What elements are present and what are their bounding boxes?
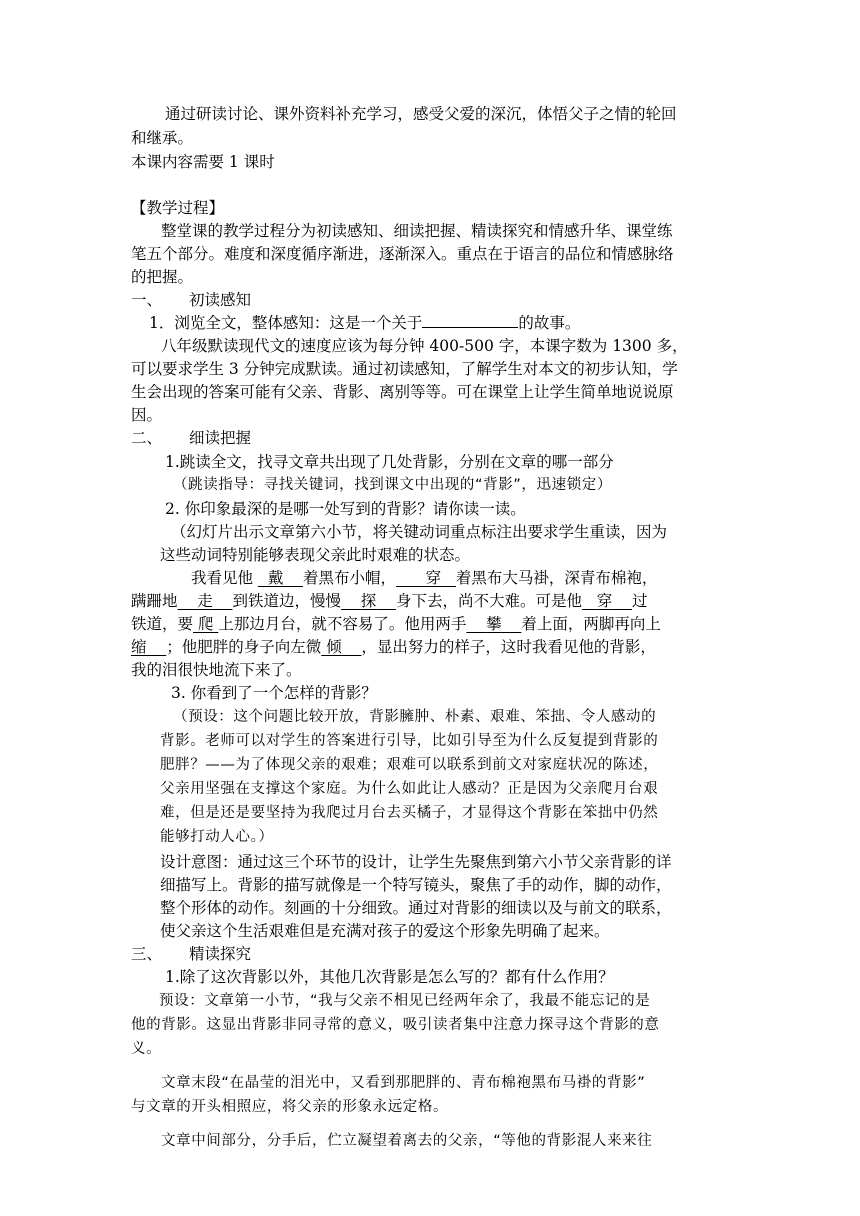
paragraph-line: 因。 bbox=[131, 406, 163, 424]
question-text: 1．浏览全文，整体感知：这是一个关于 bbox=[149, 314, 423, 332]
keyword-verb bbox=[321, 638, 361, 656]
paragraph-line: 笔五个部分。难度和深度循序渐进，逐渐深入。重点在于语言的品位和情感脉络 bbox=[131, 245, 674, 263]
excerpt-text: ，显出努力的样子，这时我看见他的背影， bbox=[361, 638, 656, 656]
fill-blank[interactable] bbox=[422, 313, 518, 328]
keyword-verb bbox=[178, 592, 233, 610]
section-number: 一、 bbox=[131, 291, 163, 309]
excerpt-line bbox=[131, 590, 647, 612]
question-line: 2. 你印象最深的是哪一处写到的背影？请你读一读。 bbox=[165, 500, 526, 518]
preset-line: 预设：文章第一小节，“我与父亲不相见已经两年余了，我最不能忘记的是 bbox=[159, 993, 651, 1009]
keyword-verb bbox=[396, 569, 456, 587]
keyword-text: 爬 bbox=[197, 615, 214, 633]
design-intent-line: 细描写上。背影的描写就像是一个特写镜头，聚焦了手的动作，脚的动作， bbox=[160, 876, 672, 894]
excerpt-text: 到铁道边，慢慢 bbox=[232, 592, 341, 610]
keyword-verb bbox=[193, 615, 218, 633]
preset-line: 父亲用坚强在支撑这个家庭。为什么如此让人感动？正是因为父亲爬月台艰 bbox=[160, 781, 659, 797]
keyword-text: 穿 bbox=[425, 569, 442, 587]
paragraph-line: 文章中间部分，分手后，伫立凝望着离去的父亲，“等他的背影混人来来往 bbox=[161, 1133, 653, 1149]
paragraph-line: 与文章的开头相照应，将父亲的形象永远定格。 bbox=[131, 1099, 449, 1115]
intro-line: 通过研读讨论、课外资料补充学习，感受父爱的深沉，体悟父子之情的轮回 bbox=[165, 105, 677, 123]
guide-line: （跳读指导：寻找关键词，找到课文中出现的“背影”，迅速锁定） bbox=[173, 477, 613, 493]
excerpt-text: 过 bbox=[631, 592, 648, 610]
keyword-text: 走 bbox=[197, 592, 213, 610]
excerpt-text: 铁道，要 bbox=[131, 615, 194, 633]
paragraph-line: （幻灯片出示文章第六小节，将关键动词重点标注出要求学生重读，因为 bbox=[171, 523, 668, 541]
excerpt-text: 我看见他 bbox=[191, 569, 254, 587]
question-line: 1.跳读全文，找寻文章共出现了几处背影，分别在文章的哪一部分 bbox=[165, 453, 614, 471]
design-intent-line: 设计意图：通过这三个环节的设计，让学生先聚焦到第六小节父亲背影的详 bbox=[160, 853, 672, 871]
question-line: 1.除了这次背影以外，其他几次背影是怎么写的？都有什么作用？ bbox=[165, 968, 614, 986]
excerpt-line bbox=[131, 613, 661, 635]
intro-line: 和继承。 bbox=[131, 129, 194, 147]
preset-line: 肥胖？——为了体现父亲的艰难；艰难可以联系到前文对家庭状况的陈述， bbox=[160, 757, 659, 773]
lesson-time: 本课内容需要 1 课时 bbox=[131, 153, 275, 171]
section-title: 细读把握 bbox=[189, 429, 252, 447]
preset-line: 能够打动人心。） bbox=[160, 829, 274, 845]
question-line bbox=[149, 312, 580, 334]
section-title: 精读探究 bbox=[189, 945, 252, 963]
preset-line: （预设：这个问题比较开放，背影臃肿、朴素、艰难、笨拙、令人感动的 bbox=[173, 709, 657, 725]
paragraph-line: 整堂课的教学过程分为初读感知、细读把握、精读探究和情感升华、课堂练 bbox=[161, 222, 673, 240]
section-heading: 【教学过程】 bbox=[131, 199, 225, 217]
keyword-verb bbox=[341, 592, 396, 610]
question-line: 3. 你看到了一个怎样的背影？ bbox=[171, 684, 377, 702]
excerpt-text: 身下去，尚不大难。可是他 bbox=[395, 592, 582, 610]
excerpt-text: ；他肥胖的身子向左微 bbox=[166, 638, 322, 656]
keyword-text: 穿 bbox=[596, 592, 613, 610]
paragraph-line: 这些动词特别能够表现父亲此时艰难的状态。 bbox=[160, 546, 471, 564]
keyword-text: 倾 bbox=[326, 638, 342, 656]
paragraph-line: 八年级默读现代文的速度应该为每分钟 400-500 字，本课字数为 1300 多， bbox=[161, 337, 688, 355]
excerpt-text: 蹒跚地 bbox=[131, 592, 178, 610]
excerpt-line bbox=[191, 567, 657, 589]
paragraph-line: 文章末段“在晶莹的泪光中，又看到那肥胖的、青布棉袍黑布马褂的背影” bbox=[161, 1075, 646, 1091]
keyword-verb bbox=[131, 638, 166, 656]
keyword-text: 攀 bbox=[486, 615, 502, 633]
paragraph-line: 可以要求学生 3 分钟完成默读。通过初读感知，了解学生对本文的初步认知，学 bbox=[131, 360, 678, 378]
keyword-text: 戴 bbox=[267, 569, 284, 587]
keyword-text: 探 bbox=[360, 592, 377, 610]
design-intent-line: 整个形体的动作。刻画的十分细致。通过对背影的细读以及与前文的联系， bbox=[160, 899, 672, 917]
section-title: 初读感知 bbox=[189, 291, 252, 309]
keyword-text: 缩 bbox=[131, 638, 147, 656]
keyword-verb bbox=[258, 569, 303, 587]
design-intent-line: 使父亲这个生活艰难但是充满对孩子的爱这个形象先明确了起来。 bbox=[160, 922, 610, 940]
preset-line: 他的背影。这显出背影非同寻常的意义，吸引读者集中注意力探寻这个背影的意 bbox=[131, 1017, 660, 1033]
excerpt-text: 着黑布小帽， bbox=[303, 569, 397, 587]
preset-line: 背影。老师可以对学生的答案进行引导，比如引导至为什么反复提到背影的 bbox=[160, 733, 659, 749]
keyword-verb bbox=[582, 592, 632, 610]
excerpt-text: 着上面，两脚再向上 bbox=[521, 615, 661, 633]
question-text: 的故事。 bbox=[518, 314, 581, 332]
paragraph-line: 生会出现的答案可能有父亲、背影、离别等等。可在课堂上让学生简单地说说原 bbox=[131, 383, 674, 401]
preset-line: 难，但是还是要坚持为我爬过月台去买橘子，才显得这个背影在笨拙中仍然 bbox=[160, 805, 659, 821]
section-number: 二、 bbox=[131, 429, 163, 447]
preset-line: 义。 bbox=[131, 1041, 162, 1057]
excerpt-line: 我的泪很快地流下来了。 bbox=[131, 661, 302, 679]
paragraph-line: 的把握。 bbox=[131, 268, 194, 286]
excerpt-text: 着黑布大马褂，深青布棉袍， bbox=[455, 569, 658, 587]
section-number: 三、 bbox=[131, 945, 163, 963]
keyword-verb bbox=[466, 615, 521, 633]
excerpt-line bbox=[131, 636, 656, 658]
excerpt-text: 上那边月台，就不容易了。他用两手 bbox=[218, 615, 467, 633]
